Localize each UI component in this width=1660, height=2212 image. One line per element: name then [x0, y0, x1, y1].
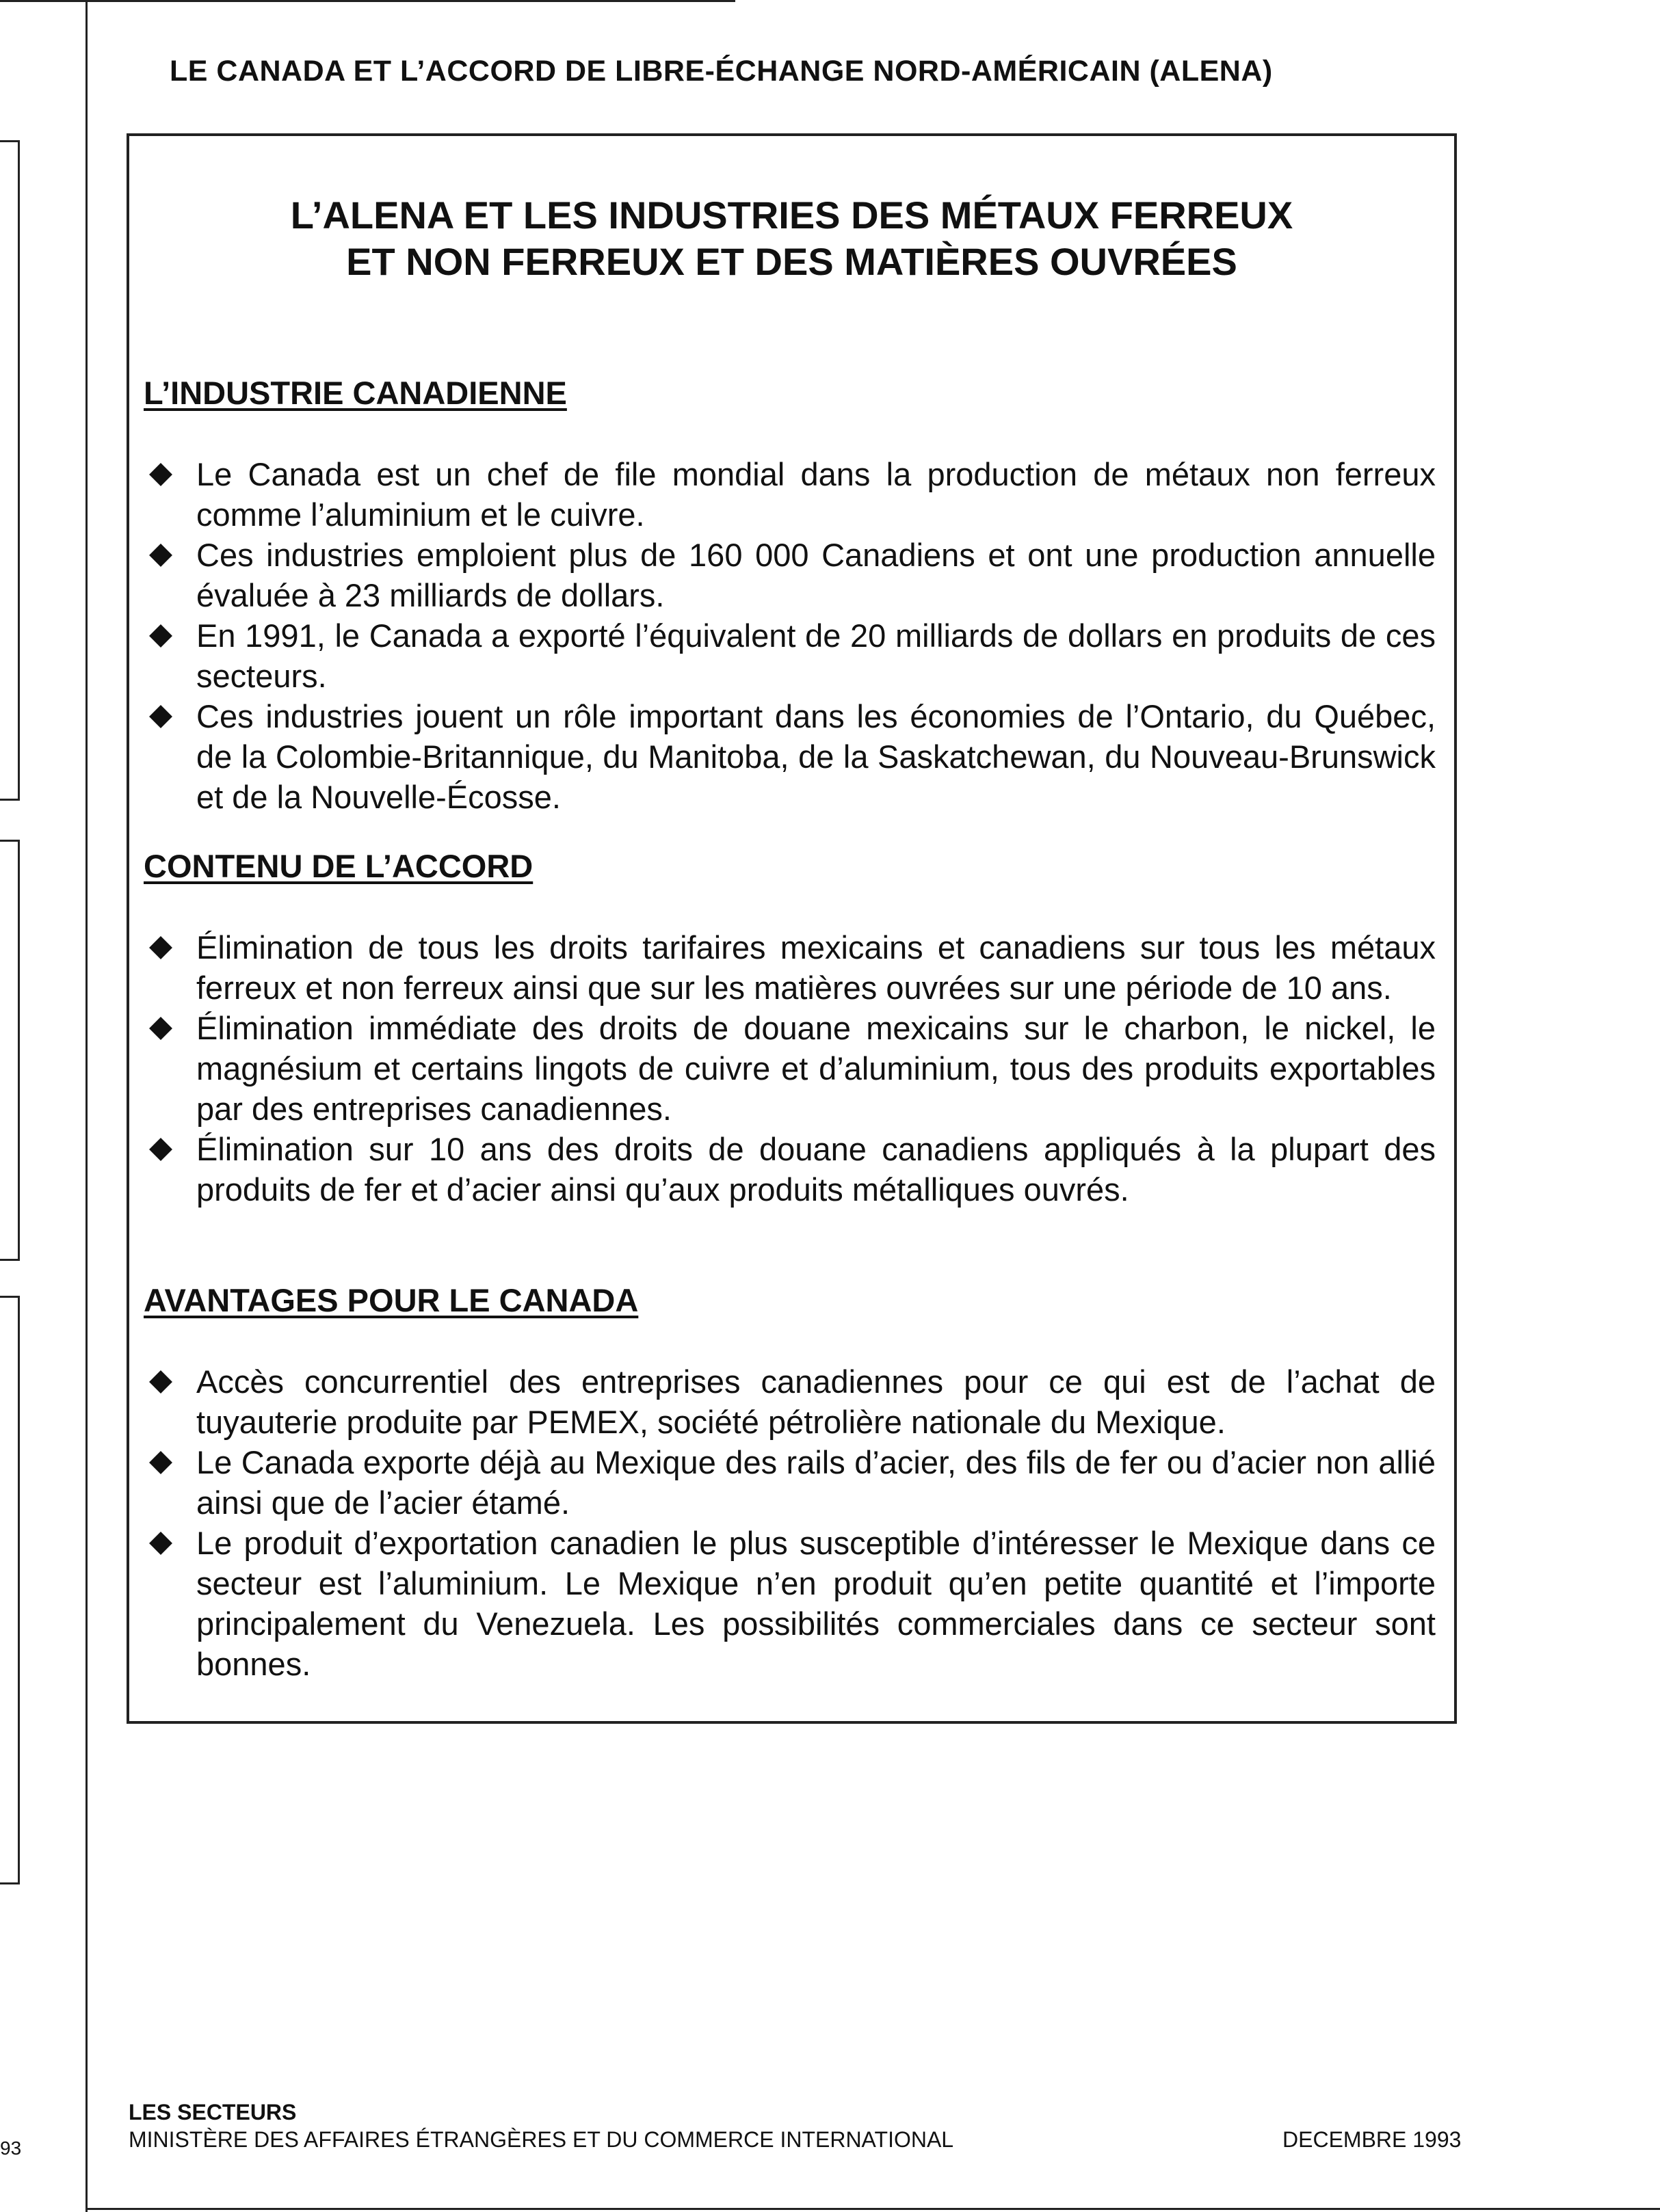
diamond-bullet-icon: [149, 1451, 172, 1474]
list-item: [150, 1361, 1436, 1442]
footer-date: DECEMBRE 1993: [1282, 2127, 1462, 2152]
document-header: LE CANADA ET L’ACCORD DE LIBRE-ÉCHANGE NORD-AMÉRICAIN (ALENA): [170, 55, 1273, 88]
edge-bracket: [0, 840, 20, 1261]
diamond-bullet-icon: [149, 1017, 172, 1040]
diamond-bullet-icon: [149, 1370, 172, 1394]
diamond-bullet-icon: [149, 936, 172, 959]
box-title-line-1: L’ALENA ET LES INDUSTRIES DES MÉTAUX FERREUX: [290, 194, 1293, 237]
list-item-text: Accès concurrentiel des entreprises canadiennes pour ce qui est de l’achat de tuyauterie produite par PEMEX, société pétrolière nationale du Mexique.: [196, 1363, 1436, 1440]
diamond-bullet-icon: [149, 624, 172, 648]
list-item: [150, 927, 1436, 1008]
list-item: [150, 1523, 1436, 1684]
list-item-text: Ces industries emploient plus de 160 000 Canadiens et ont une production annuelle évaluée à 23 milliards de dollars.: [196, 537, 1436, 613]
footer-ministry: MINISTÈRE DES AFFAIRES ÉTRANGÈRES ET DU COMMERCE INTERNATIONAL: [129, 2127, 954, 2152]
list-item: [150, 454, 1436, 535]
list-item: [150, 615, 1436, 696]
list-item: [150, 1008, 1436, 1129]
list-item-text: Le produit d’exportation canadien le plus susceptible d’intéresser le Mexique dans ce secteur est l’aluminium. Le Mexique n’en produit qu’en petite quantité et l’importe principalement du Venezuela. Les possibilités commerciales dans ce secteur sont bonnes.: [196, 1525, 1436, 1682]
diamond-bullet-icon: [149, 1532, 172, 1555]
section-heading-contenu: CONTENU DE L’ACCORD: [144, 848, 533, 884]
edge-bracket: [0, 1296, 20, 1884]
content-box: [127, 133, 1457, 1724]
bottom-rule: [85, 2208, 1660, 2210]
list-item: [150, 696, 1436, 817]
diamond-bullet-icon: [149, 705, 172, 728]
bullet-list-industrie: [150, 454, 1436, 817]
edge-page-fragment: 93: [0, 2137, 22, 2159]
list-item-text: Le Canada exporte déjà au Mexique des rails d’acier, des fils de fer ou d’acier non allié ainsi que de l’acier étamé.: [196, 1444, 1436, 1521]
list-item: [150, 1442, 1436, 1523]
list-item-text: Élimination immédiate des droits de douane mexicains sur le charbon, le nickel, le magnésium et certains lingots de cuivre et d’aluminium, tous des produits exportables par des entreprises canadiennes.: [196, 1010, 1436, 1127]
box-title: [129, 192, 1454, 285]
list-item: [150, 535, 1436, 615]
bullet-list-contenu: [150, 927, 1436, 1210]
section-heading-avantages: AVANTAGES POUR LE CANADA: [144, 1282, 639, 1318]
list-item-text: Le Canada est un chef de file mondial dans la production de métaux non ferreux comme l’aluminium et le cuivre.: [196, 456, 1436, 533]
list-item-text: Élimination sur 10 ans des droits de douane canadiens appliqués à la plupart des produits de fer et d’acier ainsi qu’aux produits métalliques ouvrés.: [196, 1131, 1436, 1208]
top-rule: [0, 0, 735, 2]
left-margin-rule: [85, 0, 88, 2212]
footer-section-label: LES SECTEURS: [129, 2100, 297, 2124]
box-title-line-2: ET NON FERREUX ET DES MATIÈRES OUVRÉES: [346, 240, 1237, 283]
diamond-bullet-icon: [149, 1138, 172, 1161]
bullet-list-avantages: [150, 1361, 1436, 1684]
section-heading-industrie: L’INDUSTRIE CANADIENNE: [144, 375, 567, 411]
diamond-bullet-icon: [149, 463, 172, 486]
list-item-text: Ces industries jouent un rôle important dans les économies de l’Ontario, du Québec, de la Colombie-Britannique, du Manitoba, de la Saskatchewan, du Nouveau-Brunswick et de la Nouvelle-Écosse.: [196, 698, 1436, 815]
list-item-text: En 1991, le Canada a exporté l’équivalent de 20 milliards de dollars en produits de ces secteurs.: [196, 617, 1436, 694]
list-item: [150, 1129, 1436, 1210]
diamond-bullet-icon: [149, 544, 172, 567]
edge-bracket: [0, 140, 20, 801]
list-item-text: Élimination de tous les droits tarifaires mexicains et canadiens sur tous les métaux ferreux et non ferreux ainsi que sur les matières ouvrées sur une période de 10 ans.: [196, 929, 1436, 1006]
